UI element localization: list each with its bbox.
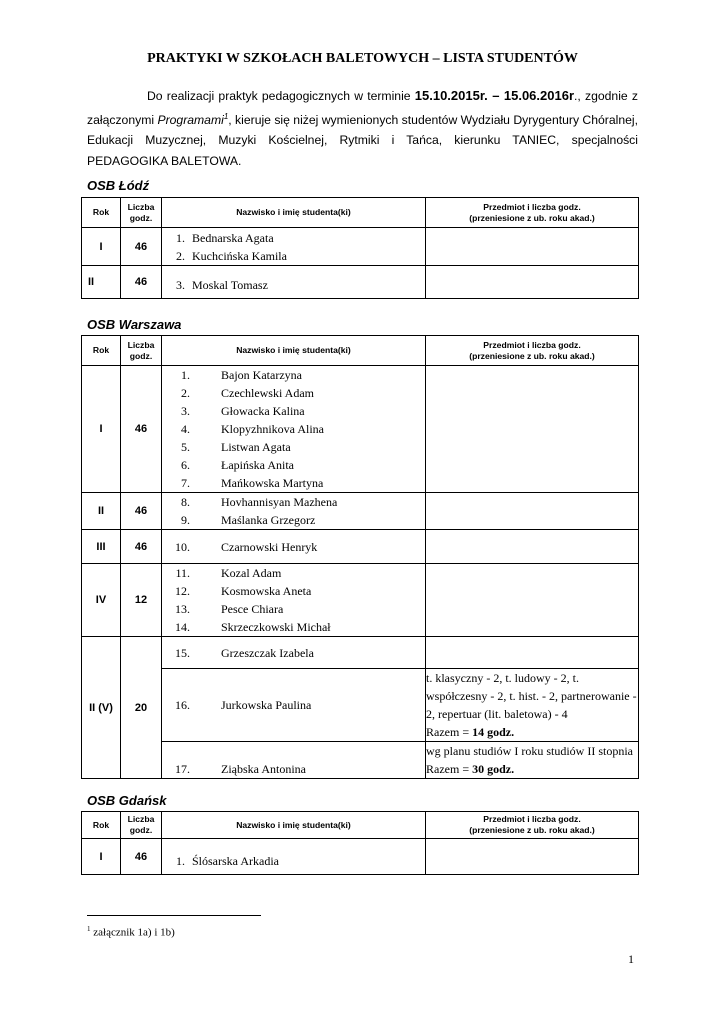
header-godz: Liczba godz.	[121, 812, 162, 839]
subject-cell	[426, 228, 639, 266]
table-lodz	[81, 197, 639, 299]
footnote-text: załącznik 1a) i 1b)	[90, 926, 175, 939]
student-name: Kuchcińska Kamila	[192, 249, 287, 263]
rok-cell: I	[82, 228, 121, 266]
page-title: PRAKTYKI W SZKOŁACH BALETOWYCH – LISTA STUDENTÓW	[147, 51, 578, 66]
student-name: Kosmowska Aneta	[221, 584, 312, 598]
header-name: Nazwisko i imię studenta(ki)	[162, 336, 426, 366]
student-name: Moskal Tomasz	[192, 278, 268, 292]
names-cell	[162, 493, 426, 530]
table-row	[82, 266, 639, 299]
student-entry: 16. Jurkowska Paulina	[175, 698, 312, 712]
student-name: Pesce Chiara	[221, 602, 284, 616]
names-cell	[162, 228, 426, 266]
header-name: Nazwisko i imię studenta(ki)	[162, 812, 426, 839]
subject-cell	[426, 669, 639, 742]
names-cell	[162, 266, 426, 299]
table-row	[82, 366, 639, 493]
footnote-number: 1	[87, 925, 91, 933]
godz-cell: 12	[121, 564, 162, 637]
rok-cell: II	[82, 266, 121, 299]
student-name: Mańkowska Martyna	[221, 476, 324, 490]
header-godz: Liczba godz.	[121, 336, 162, 366]
footnote	[87, 925, 175, 939]
names-cell	[162, 530, 426, 564]
section-title-warszawa: OSB Warszawa	[87, 317, 182, 332]
subject-line: 2, repertuar (lit. baletowa) - 4	[426, 707, 568, 721]
rok-cell: IV	[82, 564, 121, 637]
rok-cell: I	[82, 366, 121, 493]
table-warszawa	[81, 335, 639, 779]
godz-cell: 20	[121, 637, 162, 779]
subject-line: t. klasyczny - 2, t. ludowy - 2, t.	[426, 671, 579, 685]
page-number: 1	[628, 952, 634, 966]
student-entry: 1. Bednarska Agata	[176, 231, 274, 245]
header-subject: Przedmiot i liczba godz. (przeniesione z ub. roku akad.)	[426, 812, 639, 839]
student-entry: 1. Ślósarska Arkadia	[176, 853, 279, 868]
subject-total: Razem = 14 godz.	[426, 725, 515, 739]
subject-total: Razem = 30 godz.	[426, 762, 515, 776]
student-name: Ślósarska Arkadia	[192, 853, 279, 868]
student-entry: 11. Kozal Adam	[175, 566, 282, 580]
header-subject: Przedmiot i liczba godz. (przeniesione z ub. roku akad.)	[426, 198, 639, 228]
table-header-row	[82, 198, 639, 228]
section-title-lodz: OSB Łódź	[87, 178, 150, 193]
table-row	[82, 493, 639, 530]
table-row	[82, 839, 639, 875]
subject-cell	[426, 530, 639, 564]
footnote-ref: 1	[223, 111, 229, 121]
table-row	[82, 637, 639, 669]
student-name: Łapińska Anita	[221, 458, 294, 472]
table-row	[82, 742, 639, 779]
table-gdansk	[81, 811, 639, 875]
intro-text-3: , kieruje się niżej wymienionych studentów Wydziału Dyrygentury Chóralnej, Edukacji Muzycznej, Muzyki Kościelnej, Rytmiki i Tańca, kierunku TANIEC, specjalności PEDAGOGIKA BALETOWA.	[87, 112, 638, 168]
student-name: Grzeszczak Izabela	[221, 645, 314, 660]
header-subject: Przedmiot i liczba godz. (przeniesione z ub. roku akad.)	[426, 336, 639, 366]
godz-cell: 46	[121, 530, 162, 564]
student-name: Skrzeczkowski Michał	[221, 620, 331, 634]
student-entry: 12. Kosmowska Aneta	[175, 584, 312, 598]
rok-cell: II	[82, 493, 121, 530]
student-name: Listwan Agata	[221, 440, 291, 454]
student-name: Czechlewski Adam	[221, 386, 314, 400]
subject-line: wg planu studiów I roku studiów II stopnia	[426, 744, 633, 758]
header-name: Nazwisko i imię studenta(ki)	[162, 198, 426, 228]
student-entry: 2. Kuchcińska Kamila	[176, 249, 287, 263]
names-cell	[162, 366, 426, 493]
student-entry: 4. Klopyzhnikova Alina	[181, 422, 324, 436]
subject-cell	[426, 637, 639, 669]
rok-cell: III	[82, 530, 121, 564]
names-cell	[162, 564, 426, 637]
names-cell	[162, 669, 426, 742]
table-row	[82, 530, 639, 564]
subject-cell	[426, 366, 639, 493]
rok-cell: II (V)	[82, 637, 121, 779]
student-name: Klopyzhnikova Alina	[221, 422, 324, 436]
table-row	[82, 228, 639, 266]
student-entry: 15. Grzeszczak Izabela	[175, 645, 314, 660]
section-title-gdansk: OSB Gdańsk	[87, 793, 167, 808]
student-name: Bajon Katarzyna	[221, 368, 302, 382]
godz-cell: 46	[121, 839, 162, 875]
subject-cell	[426, 742, 639, 779]
student-name: Głowacka Kalina	[221, 404, 305, 418]
student-entry: 17. Ziąbska Antonina	[175, 762, 306, 776]
subject-cell	[426, 493, 639, 530]
student-entry: 14. Skrzeczkowski Michał	[175, 620, 331, 634]
table-header-row	[82, 336, 639, 366]
student-name: Kozal Adam	[221, 566, 282, 580]
godz-cell: 46	[121, 266, 162, 299]
student-entry: 9. Maślanka Grzegorz	[181, 513, 316, 527]
subject-cell	[426, 564, 639, 637]
programs-word: Programami	[157, 112, 224, 127]
subject-cell	[426, 839, 639, 875]
student-entry: 6. Łapińska Anita	[181, 458, 294, 472]
student-entry: 13. Pesce Chiara	[175, 602, 284, 616]
godz-cell: 46	[121, 228, 162, 266]
table-row	[82, 669, 639, 742]
student-entry: 5. Listwan Agata	[181, 440, 291, 454]
table-header-row	[82, 812, 639, 839]
student-entry: 10. Czarnowski Henryk	[175, 539, 318, 554]
student-entry: 3. Moskal Tomasz	[176, 278, 268, 292]
header-rok: Rok	[82, 198, 121, 228]
rok-cell: I	[82, 839, 121, 875]
student-name: Maślanka Grzegorz	[221, 513, 316, 527]
intro-text-1: Do realizacji praktyk pedagogicznych w terminie	[147, 89, 415, 103]
student-name: Ziąbska Antonina	[221, 762, 306, 776]
student-name: Hovhannisyan Mazhena	[221, 495, 338, 509]
student-entry: 1. Bajon Katarzyna	[181, 368, 302, 382]
names-cell	[162, 637, 426, 669]
header-rok: Rok	[82, 812, 121, 839]
footnote-separator	[87, 915, 261, 916]
godz-cell: 46	[121, 366, 162, 493]
student-name: Bednarska Agata	[192, 231, 274, 245]
names-cell	[162, 839, 426, 875]
intro-text-2: ., zgodnie z załączonymi	[87, 89, 638, 127]
intro-paragraph	[87, 86, 638, 171]
student-entry: 2. Czechlewski Adam	[181, 386, 314, 400]
table-row	[82, 564, 639, 637]
student-entry: 8. Hovhannisyan Mazhena	[181, 495, 338, 509]
subject-cell	[426, 266, 639, 299]
header-rok: Rok	[82, 336, 121, 366]
header-godz: Liczba godz.	[121, 198, 162, 228]
student-name: Czarnowski Henryk	[221, 539, 318, 554]
subject-line: współczesny - 2, t. hist. - 2, partnerowanie -	[426, 689, 637, 703]
student-entry: 7. Mańkowska Martyna	[181, 476, 324, 490]
godz-cell: 46	[121, 493, 162, 530]
student-entry: 3. Głowacka Kalina	[181, 404, 305, 418]
practice-dates: 15.10.2015r. – 15.06.2016r	[414, 88, 575, 103]
names-cell	[162, 742, 426, 779]
student-name: Jurkowska Paulina	[221, 698, 312, 712]
